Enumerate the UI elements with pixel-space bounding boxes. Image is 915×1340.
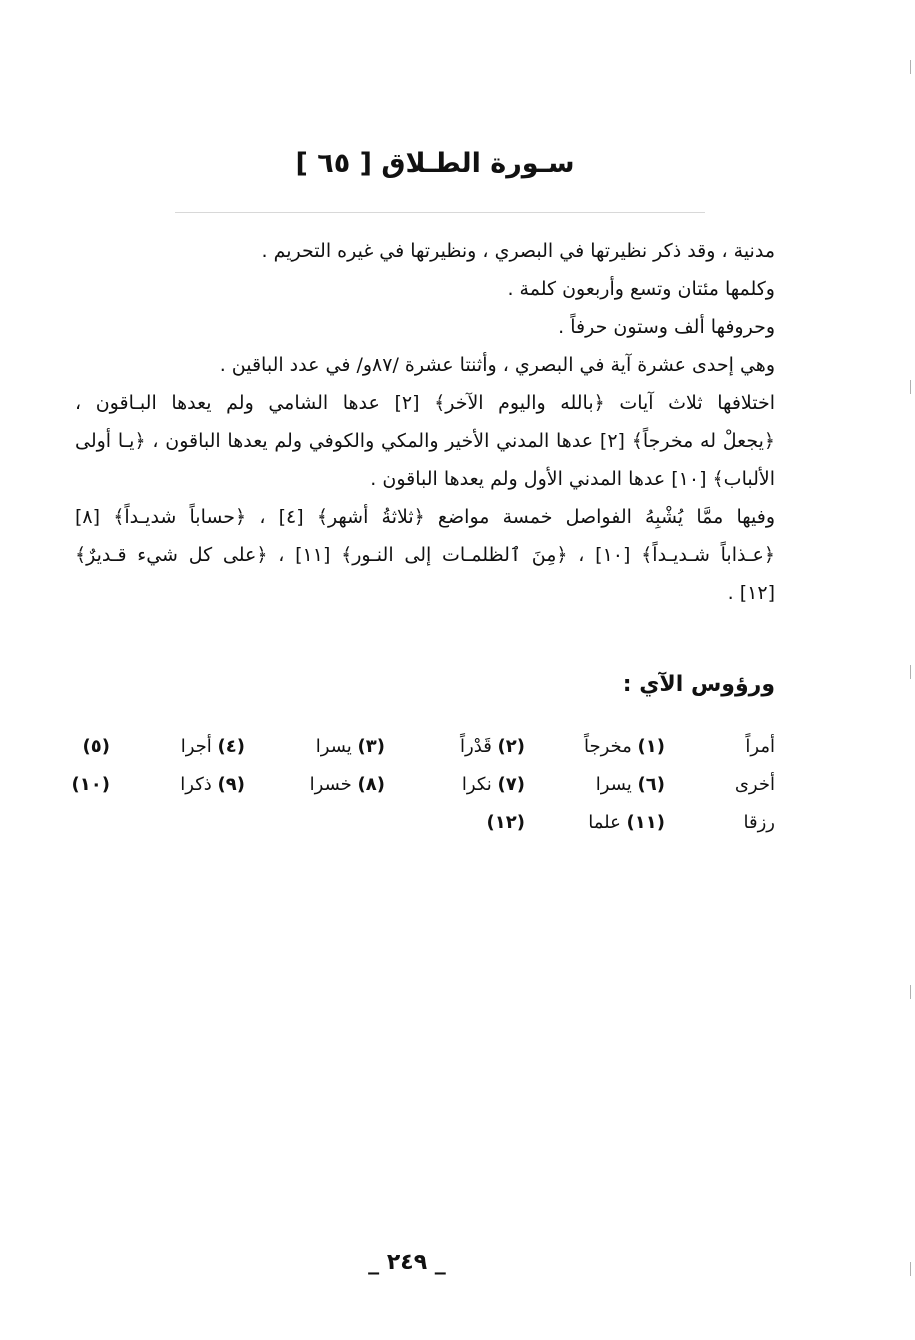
verse-head-cell: (١٠) xyxy=(71,774,110,795)
body-line: وفيها ممَّا يُشْبِهُ الفواصل خمسة مواضع ﴿ثلاثةُ أشهر﴾ [٤] ، ﴿حساباً شديـداً﴾ [٨] xyxy=(75,506,775,528)
body-line: ﴿عـذاباً شـديـداً﴾ [١٠] ، ﴿مِنَ ٱلظلمـات إلى النـور﴾ [١١] ، ﴿على كل شيء قـديرٌ﴾ xyxy=(75,544,775,566)
scan-edge-mark xyxy=(904,985,911,999)
differences-section xyxy=(75,384,775,612)
verse-head-cell: (٨) خسرا xyxy=(309,774,385,795)
verse-head-cell: أمراً xyxy=(745,736,775,757)
scan-edge-mark xyxy=(904,1262,911,1276)
verse-head-cell: (١١) علما xyxy=(588,812,665,833)
intro-line: وحروفها ألف وستون حرفاً . xyxy=(558,316,775,338)
verse-heads-heading: ورؤوس الآي : xyxy=(622,672,775,697)
verse-head-cell: (٣) يسرا xyxy=(315,736,385,757)
verse-head-cell: (٢) قَدْراً xyxy=(460,736,525,757)
scan-edge-mark xyxy=(904,380,911,394)
verse-heads-row xyxy=(71,774,775,812)
verse-head-cell: (٦) يسرا xyxy=(595,774,665,795)
title-divider xyxy=(175,212,705,213)
verse-head-cell: (٩) ذكرا xyxy=(180,774,245,795)
scan-edge-mark xyxy=(904,665,911,679)
intro-line: مدنية ، وقد ذكر نظيرتها في البصري ، ونظيرتها في غيره التحريم . xyxy=(261,240,775,262)
body-line: اختلافها ثلاث آيات ﴿بالله واليوم الآخر﴾ [٢] عدها الشامي ولم يعدها البـاقون ، xyxy=(75,392,775,414)
verse-head-cell: (١٢) xyxy=(486,812,525,833)
verse-head-cell: أخرى xyxy=(734,774,775,795)
verse-heads-table xyxy=(71,736,775,850)
intro-section xyxy=(75,232,775,384)
verse-head-cell: رزقا xyxy=(743,812,775,833)
verse-head-cell: (١) مخرجاً xyxy=(583,736,665,757)
verse-head-cell: (٤) أجرا xyxy=(180,736,245,757)
body-line: الألباب﴾ [١٠] عدها المدني الأول ولم يعدها الباقون . xyxy=(370,468,775,490)
body-line: [١٢] . xyxy=(727,582,775,604)
page-number: _ ٢٤٩ _ xyxy=(368,1250,446,1275)
scan-edge-mark xyxy=(904,60,911,74)
intro-line: وهي إحدى عشرة آية في البصري ، وأثنتا عشرة /٨٧و/ في عدد الباقين . xyxy=(219,354,775,376)
verse-heads-row xyxy=(75,812,775,850)
verse-head-cell: (٧) نكرا xyxy=(461,774,525,795)
page-title: سـورة الطـلاق [ ٦٥ ] xyxy=(295,148,575,179)
verse-head-cell: (٥) xyxy=(82,736,110,757)
intro-line: وكلمها مئتان وتسع وأربعون كلمة . xyxy=(507,278,775,300)
verse-heads-row xyxy=(75,736,775,774)
body-line: ﴿يجعلْ له مخرجاً﴾ [٢] عدها المدني الأخير والمكي والكوفي ولم يعدها الباقون ، ﴿يـا أولى xyxy=(75,430,776,452)
